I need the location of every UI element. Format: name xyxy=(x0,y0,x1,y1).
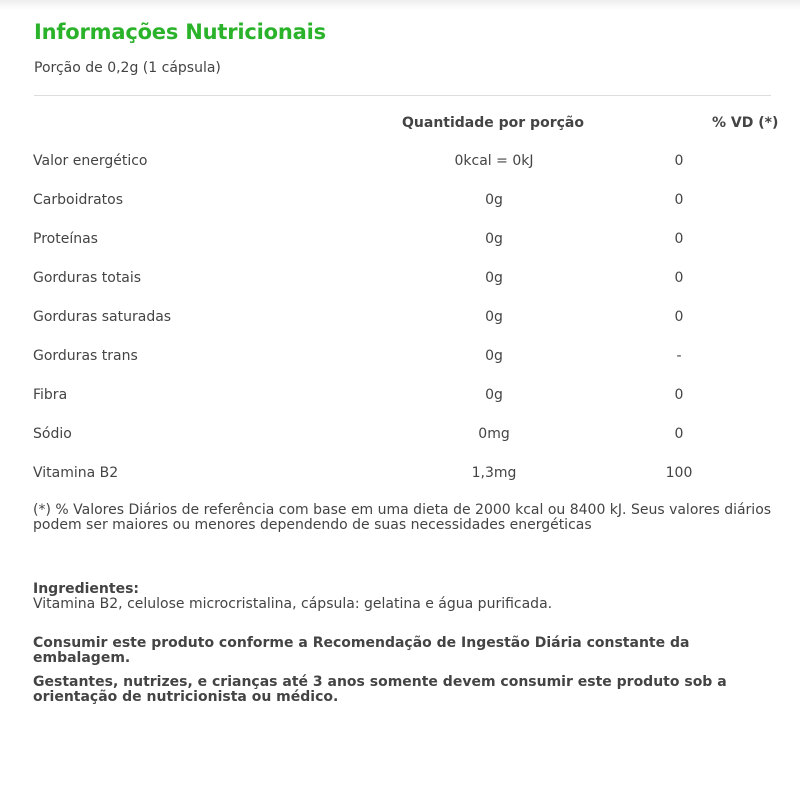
divider xyxy=(34,95,771,96)
nutrient-name: Vitamina B2 xyxy=(33,465,119,481)
nutrient-daily-value: 100 xyxy=(665,465,693,481)
nutrient-daily-value: 0 xyxy=(674,387,684,403)
nutrient-name: Gorduras trans xyxy=(33,348,138,364)
nutrient-name: Sódio xyxy=(33,426,72,442)
nutrient-quantity: 0g xyxy=(485,348,503,364)
portion-size: Porção de 0,2g (1 cápsula) xyxy=(34,60,221,76)
nutrient-quantity: 1,3mg xyxy=(471,465,517,481)
table-row xyxy=(0,348,800,370)
ingredients-title: Ingredientes: xyxy=(33,581,139,597)
nutrient-name: Carboidratos xyxy=(33,192,124,208)
column-header-quantity: Quantidade por porção xyxy=(402,115,584,131)
table-row xyxy=(0,465,800,487)
nutrient-quantity: 0g xyxy=(485,270,503,286)
nutrient-name: Gorduras totais xyxy=(33,270,142,286)
daily-value-footnote: (*) % Valores Diários de referência com base em uma dieta de 2000 kcal ou 8400 kJ. Seus valores diários podem ser maiores ou menores dependendo de suas necessidades energéticas xyxy=(33,502,772,533)
usage-advice: Consumir este produto conforme a Recomendação de Ingestão Diária constante da embalagem. xyxy=(33,635,690,666)
table-row xyxy=(0,153,800,175)
nutrient-daily-value: 0 xyxy=(674,153,684,169)
nutrient-daily-value: 0 xyxy=(674,231,684,247)
table-row xyxy=(0,192,800,214)
nutrient-name: Proteínas xyxy=(33,231,98,247)
table-row xyxy=(0,387,800,409)
nutrient-quantity: 0g xyxy=(485,231,503,247)
table-row xyxy=(0,231,800,253)
nutrient-quantity: 0kcal = 0kJ xyxy=(454,153,534,169)
nutrient-quantity: 0g xyxy=(485,387,503,403)
ingredients-text: Vitamina B2, celulose microcristalina, cápsula: gelatina e água purificada. xyxy=(33,596,553,612)
top-shadow xyxy=(0,0,800,10)
nutrient-daily-value: 0 xyxy=(674,270,684,286)
nutrient-quantity: 0g xyxy=(485,309,503,325)
nutrient-quantity: 0g xyxy=(485,192,503,208)
nutrient-daily-value: - xyxy=(676,348,682,364)
nutrient-daily-value: 0 xyxy=(674,426,684,442)
nutrient-name: Fibra xyxy=(33,387,68,403)
nutrient-quantity: 0mg xyxy=(478,426,510,442)
page-title: Informações Nutricionais xyxy=(34,20,326,44)
nutrient-daily-value: 0 xyxy=(674,192,684,208)
nutrient-name: Valor energético xyxy=(33,153,148,169)
table-row xyxy=(0,309,800,331)
nutrient-name: Gorduras saturadas xyxy=(33,309,172,325)
safety-advice: Gestantes, nutrizes, e crianças até 3 anos somente devem consumir este produto sob a orientação de nutricionista ou médico. xyxy=(33,674,727,705)
column-header-daily-value: % VD (*) xyxy=(712,115,779,131)
table-row xyxy=(0,426,800,448)
nutrient-daily-value: 0 xyxy=(674,309,684,325)
table-row xyxy=(0,270,800,292)
